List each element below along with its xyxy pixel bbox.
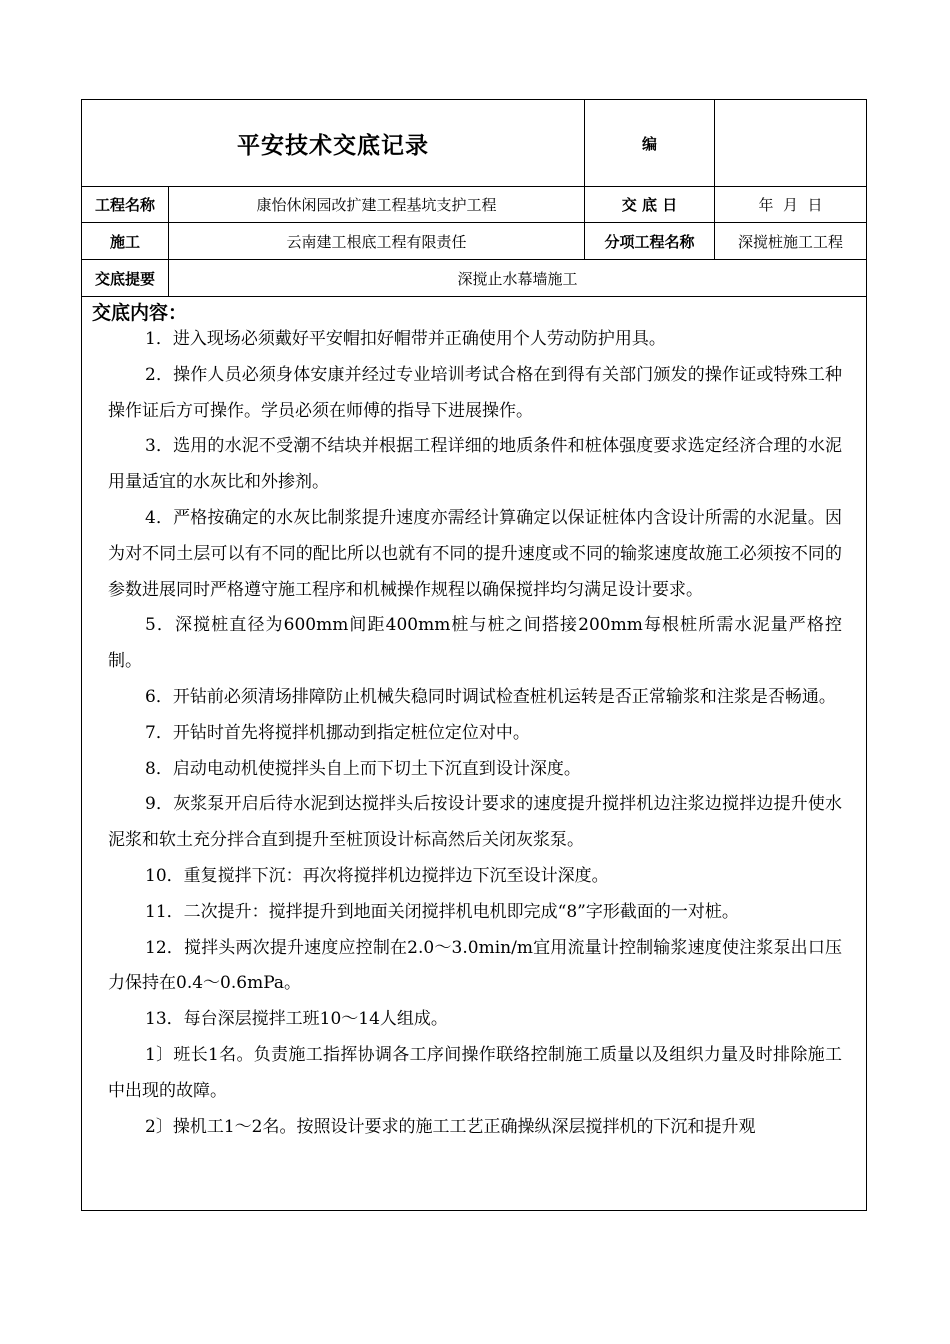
content-paragraph: 11．二次提升：搅拌提升到地面关闭搅拌机电机即完成“8”字形截面的一对桩。 [145, 901, 739, 922]
content-paragraph: 10．重复搅拌下沉：再次将搅拌机边搅拌边下沉至设计深度。 [145, 865, 609, 886]
content-paragraph: 7．开钻时首先将搅拌机挪动到指定桩位定位对中。 [145, 722, 530, 743]
content-body [108, 322, 842, 1145]
summary-value: 深搅止水幕墙施工 [457, 269, 578, 288]
disclosure-form [81, 99, 867, 1211]
content-paragraph: 5．深搅桩直径为600mm间距400mm桩与桩之间搭接200mm每根桩所需水泥量严格控制。 [108, 615, 842, 672]
content-heading: 交底内容： [92, 302, 188, 324]
content-paragraph: 1〕班长1名。负责施工指挥协调各工序间操作联络控制施工质量以及组织力量及时排除施工中出现的故障。 [108, 1044, 842, 1101]
sub-project-label: 分项工程名称 [604, 232, 695, 251]
sub-project-value: 深搅桩施工工程 [737, 232, 843, 251]
content-paragraph: 4．严格按确定的水灰比制浆提升速度亦需经计算确定以保证桩体内含设计所需的水泥量。因为对不同土层可以有不同的配比所以也就有不同的提升速度或不同的输浆速度故施工必须按不同的参数进展同时严格遵守施工程序和机械操作规程以确保搅拌均匀满足设计要求。 [108, 507, 842, 600]
summary-label: 交底提要 [94, 269, 155, 288]
content-paragraph: 2．操作人员必须身体安康并经过专业培训考试合格在到得有关部门颁发的操作证或特殊工种操作证后方可操作。学员必须在师傅的指导下进展操作。 [108, 364, 842, 421]
content-paragraph: 8．启动电动机使搅拌头自上而下切土下沉直到设计深度。 [145, 758, 581, 779]
page-title: 平安技术交底记录 [237, 131, 429, 159]
construction-value: 云南建工根底工程有限责任 [286, 232, 467, 251]
construction-label: 施工 [109, 232, 140, 251]
project-name-value: 康怡休闲园改扩建工程基坑支护工程 [256, 196, 497, 214]
date-value: 年 月 日 [758, 196, 823, 214]
bian-label: 编 [641, 134, 657, 153]
bian-value [715, 100, 866, 186]
content-paragraph: 1．进入现场必须戴好平安帽扣好帽带并正确使用个人劳动防护用具。 [145, 329, 666, 349]
content-paragraph: 13．每台深层搅拌工班10～14人组成。 [145, 1009, 448, 1030]
row-divider [82, 296, 866, 297]
date-label: 交 底 日 [621, 196, 678, 214]
content-paragraph: 6．开钻前必须清场排障防止机械失稳同时调试检查桩机运转是否正常输浆和注浆是否畅通。 [145, 686, 836, 707]
content-paragraph: 9．灰浆泵开启后待水泥到达搅拌头后按设计要求的速度提升搅拌机边注浆边搅拌边提升使水泥浆和软土充分拌合直到提升至桩顶设计标高然后关闭灰浆泵。 [108, 794, 842, 851]
content-paragraph: 3．选用的水泥不受潮不结块并根据工程详细的地质条件和桩体强度要求选定经济合理的水泥用量适宜的水灰比和外掺剂。 [108, 436, 842, 493]
project-name-label: 工程名称 [94, 196, 155, 214]
content-paragraph: 2〕操机工1～2名。按照设计要求的施工工艺正确操纵深层搅拌机的下沉和提升观 [145, 1116, 756, 1137]
content-paragraph: 12．搅拌头两次提升速度应控制在2.0～3.0min/m宜用流量计控制输浆速度使注浆泵出口压力保持在0.4～0.6mPa。 [108, 937, 842, 994]
